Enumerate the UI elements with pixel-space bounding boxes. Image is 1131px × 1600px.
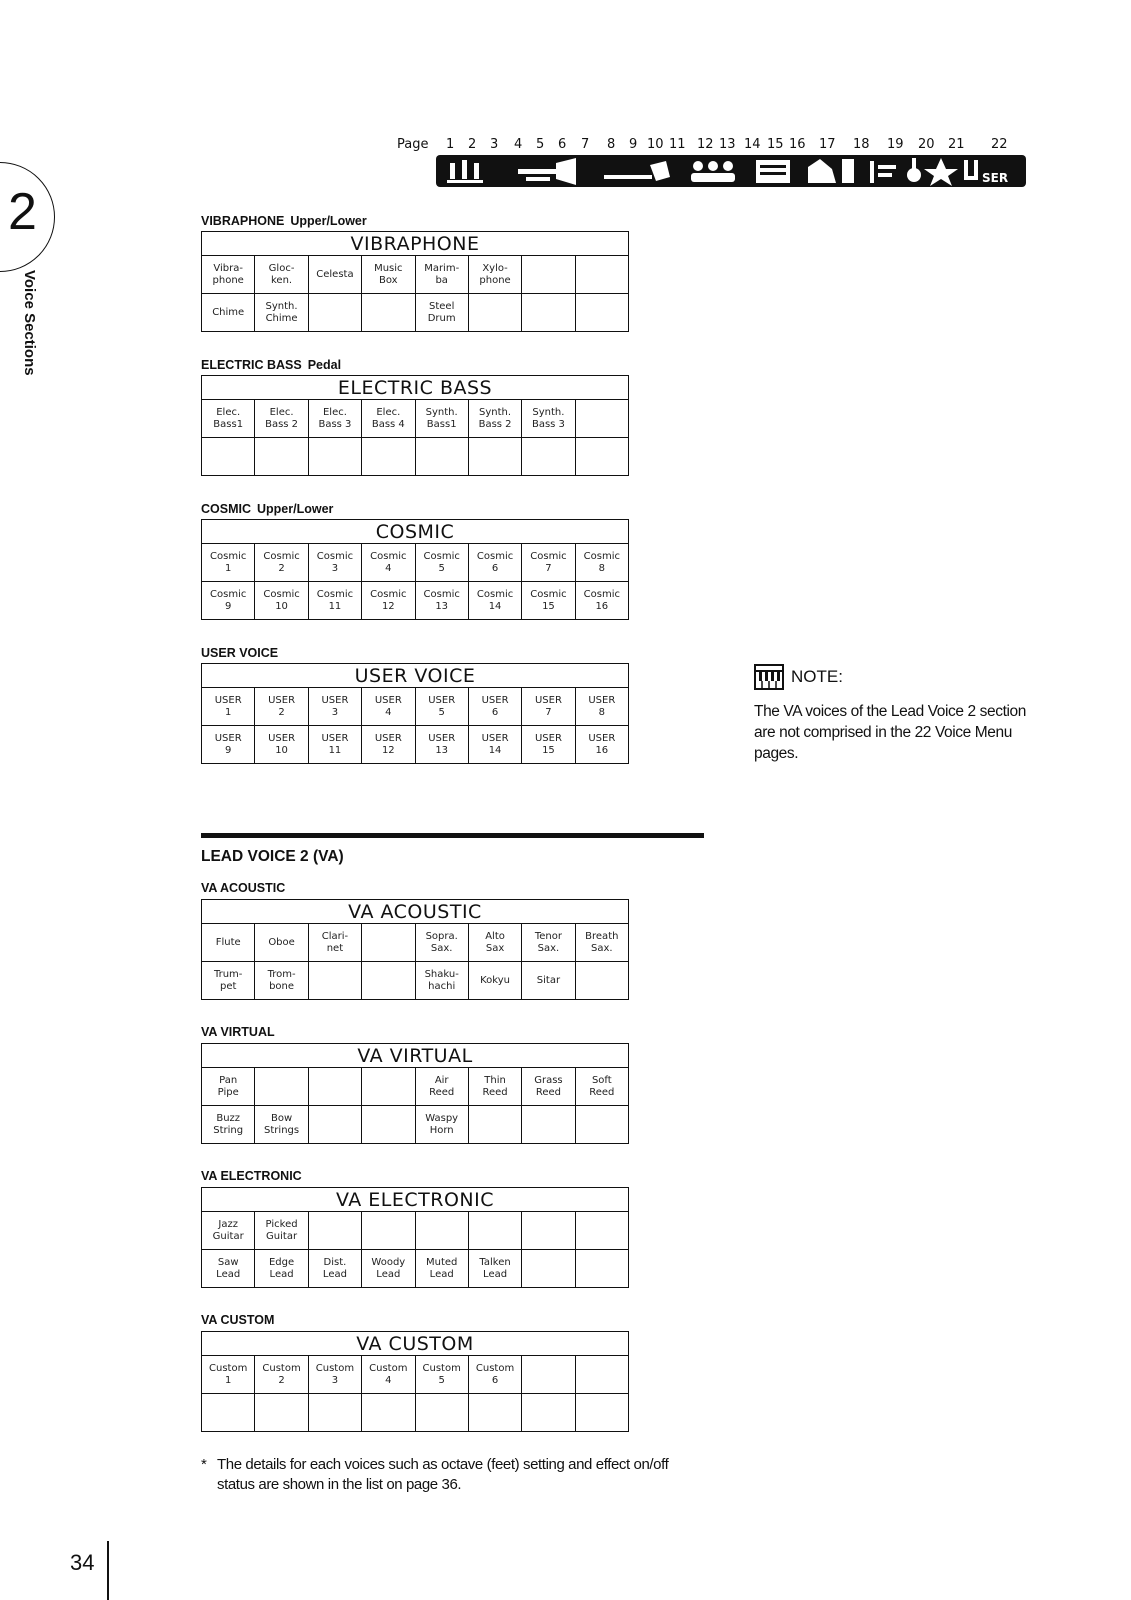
page-index: 7 bbox=[581, 137, 590, 152]
voice-cell: Chime bbox=[202, 294, 255, 332]
voice-cell: Custom 2 bbox=[255, 1356, 308, 1394]
voice-cell bbox=[415, 1212, 468, 1250]
voice-cell bbox=[575, 1212, 628, 1250]
voice-cell: USER 16 bbox=[575, 726, 628, 764]
voice-cell bbox=[415, 438, 468, 476]
voice-cell: Edge Lead bbox=[255, 1250, 308, 1288]
voice-cell: Bow Strings bbox=[255, 1106, 308, 1144]
voice-cell bbox=[468, 1106, 521, 1144]
voice-cell: Elec. Bass 4 bbox=[362, 400, 415, 438]
voice-cell bbox=[468, 1212, 521, 1250]
voice-cell: Elec. Bass 2 bbox=[255, 400, 308, 438]
voice-cell: Custom 3 bbox=[308, 1356, 361, 1394]
voice-cell bbox=[255, 1068, 308, 1106]
section-label-electric-bass bbox=[201, 358, 341, 372]
voice-cell: Cosmic 9 bbox=[202, 582, 255, 620]
voice-cell: Elec. Bass1 bbox=[202, 400, 255, 438]
voice-cell: USER 11 bbox=[308, 726, 361, 764]
voice-cell: Dist. Lead bbox=[308, 1250, 361, 1288]
note-heading bbox=[754, 664, 843, 690]
voice-cell bbox=[255, 438, 308, 476]
page-index: 21 bbox=[948, 137, 965, 152]
page-index: 10 bbox=[647, 137, 664, 152]
table-header: VA ACOUSTIC bbox=[202, 900, 629, 924]
voice-cell bbox=[362, 438, 415, 476]
voice-cell: Synth. Chime bbox=[255, 294, 308, 332]
voice-cell bbox=[362, 924, 415, 962]
voice-cell: Cosmic 11 bbox=[308, 582, 361, 620]
section-title: VA ELECTRONIC bbox=[201, 1169, 302, 1183]
voice-cell: Alto Sax bbox=[468, 924, 521, 962]
voice-cell: USER 4 bbox=[362, 688, 415, 726]
woodwind-icon bbox=[604, 161, 670, 181]
voice-cell: Cosmic 14 bbox=[468, 582, 521, 620]
page-index: 2 bbox=[468, 137, 477, 152]
page-index: 4 bbox=[514, 137, 523, 152]
voice-cell: USER 8 bbox=[575, 688, 628, 726]
table-header: USER VOICE bbox=[202, 664, 629, 688]
voice-cell: Air Reed bbox=[415, 1068, 468, 1106]
table-header: VA VIRTUAL bbox=[202, 1044, 629, 1068]
voice-cell: Steel Drum bbox=[415, 294, 468, 332]
voice-cell: USER 2 bbox=[255, 688, 308, 726]
voice-cell bbox=[575, 438, 628, 476]
voice-cell bbox=[202, 438, 255, 476]
voice-cell bbox=[202, 1394, 255, 1432]
voice-menu-icon-strip bbox=[436, 155, 1026, 187]
voice-cell bbox=[575, 256, 628, 294]
voice-cell: Saw Lead bbox=[202, 1250, 255, 1288]
percussion-icon bbox=[924, 158, 958, 186]
lead-voice-title: LEAD VOICE 2 (VA) bbox=[201, 848, 344, 865]
voice-cell bbox=[522, 1106, 575, 1144]
choir-icon bbox=[691, 161, 735, 182]
user-icon bbox=[964, 160, 1008, 185]
voice-cell bbox=[522, 256, 575, 294]
footnote-marker: * bbox=[201, 1456, 207, 1473]
voice-cell: Cosmic 13 bbox=[415, 582, 468, 620]
table-header: VA ELECTRONIC bbox=[202, 1188, 629, 1212]
chapter-number: 2 bbox=[8, 183, 37, 241]
voice-table-va-virtual bbox=[201, 1043, 629, 1144]
svg-text:SER: SER bbox=[982, 171, 1009, 185]
voice-cell bbox=[575, 294, 628, 332]
section-label-cosmic bbox=[201, 502, 333, 516]
voice-table-va-electronic bbox=[201, 1187, 629, 1288]
voice-cell bbox=[522, 1250, 575, 1288]
voice-cell bbox=[575, 1250, 628, 1288]
voice-cell: Cosmic 1 bbox=[202, 544, 255, 582]
voice-cell bbox=[362, 962, 415, 1000]
voice-cell bbox=[308, 1394, 361, 1432]
page-number: 34 bbox=[70, 1550, 95, 1575]
voice-cell: Cosmic 5 bbox=[415, 544, 468, 582]
voice-cell: Custom 5 bbox=[415, 1356, 468, 1394]
voice-cell: USER 7 bbox=[522, 688, 575, 726]
voice-cell: Soft Reed bbox=[575, 1068, 628, 1106]
voice-cell: USER 1 bbox=[202, 688, 255, 726]
voice-cell bbox=[522, 1212, 575, 1250]
section-title: ELECTRIC BASS bbox=[201, 358, 302, 372]
chapter-title: Voice Sections bbox=[21, 270, 38, 376]
voice-cell: USER 10 bbox=[255, 726, 308, 764]
voice-cell: Celesta bbox=[308, 256, 361, 294]
page-index: 6 bbox=[558, 137, 567, 152]
page-index: 15 bbox=[767, 137, 784, 152]
voice-cell bbox=[575, 962, 628, 1000]
table-header: ELECTRIC BASS bbox=[202, 376, 629, 400]
page-index: 20 bbox=[918, 137, 935, 152]
page-index: 9 bbox=[629, 137, 638, 152]
page-index: 5 bbox=[536, 137, 545, 152]
voice-cell bbox=[575, 1394, 628, 1432]
voice-cell: Sitar bbox=[522, 962, 575, 1000]
voice-cell: Breath Sax. bbox=[575, 924, 628, 962]
voice-cell: USER 6 bbox=[468, 688, 521, 726]
section-label-va-custom bbox=[201, 1313, 274, 1327]
piano-icon bbox=[808, 159, 854, 183]
voice-cell: Synth. Bass 2 bbox=[468, 400, 521, 438]
voice-table-electric-bass bbox=[201, 375, 629, 476]
section-label-vibraphone bbox=[201, 214, 367, 228]
voice-table-va-custom bbox=[201, 1331, 629, 1432]
voice-cell: Cosmic 2 bbox=[255, 544, 308, 582]
voice-cell: Music Box bbox=[362, 256, 415, 294]
voice-cell bbox=[575, 1356, 628, 1394]
voice-cell bbox=[362, 1212, 415, 1250]
voice-cell: Vibra- phone bbox=[202, 256, 255, 294]
voice-cell bbox=[362, 1106, 415, 1144]
voice-cell: Pan Pipe bbox=[202, 1068, 255, 1106]
section-title: USER VOICE bbox=[201, 646, 279, 660]
voice-cell: Cosmic 15 bbox=[522, 582, 575, 620]
voice-cell bbox=[308, 1106, 361, 1144]
voice-cell: Custom 6 bbox=[468, 1356, 521, 1394]
voice-table-cosmic bbox=[201, 519, 629, 620]
voice-cell: Cosmic 7 bbox=[522, 544, 575, 582]
voice-cell: Oboe bbox=[255, 924, 308, 962]
section-title: COSMIC bbox=[201, 502, 251, 516]
voice-cell bbox=[308, 438, 361, 476]
voice-cell: Grass Reed bbox=[522, 1068, 575, 1106]
voice-cell: Cosmic 16 bbox=[575, 582, 628, 620]
voice-cell bbox=[522, 1356, 575, 1394]
voice-table-user-voice bbox=[201, 663, 629, 764]
section-title: VA CUSTOM bbox=[201, 1313, 275, 1327]
section-title: VIBRAPHONE bbox=[201, 214, 285, 228]
voice-cell: USER 14 bbox=[468, 726, 521, 764]
section-title: VA ACOUSTIC bbox=[201, 881, 286, 895]
voice-cell: Sopra. Sax. bbox=[415, 924, 468, 962]
voice-cell: Cosmic 3 bbox=[308, 544, 361, 582]
voice-cell: Gloc- ken. bbox=[255, 256, 308, 294]
table-header: COSMIC bbox=[202, 520, 629, 544]
voice-cell bbox=[255, 1394, 308, 1432]
voice-cell: Custom 1 bbox=[202, 1356, 255, 1394]
page-index: 1 bbox=[446, 137, 455, 152]
organ-icon bbox=[756, 160, 790, 183]
footnote-text: The details for each voices such as octave (feet) setting and effect on/off status are shown in the list on page 36. bbox=[217, 1456, 669, 1493]
page-index: 16 bbox=[789, 137, 806, 152]
section-label-va-virtual bbox=[201, 1025, 275, 1039]
section-title: VA VIRTUAL bbox=[201, 1025, 275, 1039]
voice-cell bbox=[362, 1068, 415, 1106]
voice-cell bbox=[308, 1068, 361, 1106]
voice-cell bbox=[362, 1394, 415, 1432]
page-index: 17 bbox=[819, 137, 836, 152]
voice-cell: Custom 4 bbox=[362, 1356, 415, 1394]
voice-cell: Cosmic 12 bbox=[362, 582, 415, 620]
page-index: 22 bbox=[991, 137, 1008, 152]
page-number-row bbox=[397, 137, 1037, 153]
voice-cell: Woody Lead bbox=[362, 1250, 415, 1288]
voice-cell: Elec. Bass 3 bbox=[308, 400, 361, 438]
section-sublabel: Upper/Lower bbox=[257, 502, 334, 516]
voice-cell: Synth. Bass 3 bbox=[522, 400, 575, 438]
voice-cell: Waspy Horn bbox=[415, 1106, 468, 1144]
page-index: 8 bbox=[607, 137, 616, 152]
page-number-rule bbox=[107, 1541, 109, 1600]
voice-cell: Shaku- hachi bbox=[415, 962, 468, 1000]
voice-cell: USER 5 bbox=[415, 688, 468, 726]
page-label: Page bbox=[397, 137, 429, 152]
footnote bbox=[201, 1455, 671, 1495]
page-index: 13 bbox=[719, 137, 736, 152]
section-sublabel: Upper/Lower bbox=[290, 214, 367, 228]
strings-icon bbox=[447, 160, 483, 183]
table-header: VA CUSTOM bbox=[202, 1332, 629, 1356]
voice-cell: USER 9 bbox=[202, 726, 255, 764]
voice-cell bbox=[468, 294, 521, 332]
section-label-va-acoustic bbox=[201, 881, 285, 895]
section-sublabel: Pedal bbox=[307, 358, 342, 372]
voice-cell bbox=[522, 294, 575, 332]
voice-cell bbox=[468, 438, 521, 476]
voice-cell bbox=[362, 294, 415, 332]
voice-cell: Flute bbox=[202, 924, 255, 962]
voice-cell: USER 3 bbox=[308, 688, 361, 726]
voice-cell: Clari- net bbox=[308, 924, 361, 962]
page-index: 14 bbox=[744, 137, 761, 152]
page-index: 3 bbox=[490, 137, 499, 152]
voice-cell bbox=[308, 962, 361, 1000]
guitar-icon bbox=[870, 158, 921, 183]
voice-cell bbox=[522, 1394, 575, 1432]
note-text: The VA voices of the Lead Voice 2 section are not comprised in the 22 Voice Menu pages. bbox=[754, 703, 1026, 762]
voice-cell: Trum- pet bbox=[202, 962, 255, 1000]
voice-table-vibraphone bbox=[201, 231, 629, 332]
voice-cell bbox=[522, 438, 575, 476]
brass-icon bbox=[518, 158, 576, 185]
voice-cell: Cosmic 4 bbox=[362, 544, 415, 582]
voice-cell: Trom- bone bbox=[255, 962, 308, 1000]
note-title: NOTE: bbox=[791, 667, 843, 686]
voice-cell: Muted Lead bbox=[415, 1250, 468, 1288]
section-divider bbox=[201, 833, 704, 838]
voice-cell: Jazz Guitar bbox=[202, 1212, 255, 1250]
page-index: 12 bbox=[697, 137, 714, 152]
voice-cell: Cosmic 6 bbox=[468, 544, 521, 582]
section-label-user-voice bbox=[201, 646, 278, 660]
voice-cell bbox=[308, 1212, 361, 1250]
keyboard-icon bbox=[754, 664, 784, 690]
voice-cell: Buzz String bbox=[202, 1106, 255, 1144]
voice-cell: Synth. Bass1 bbox=[415, 400, 468, 438]
voice-cell: USER 13 bbox=[415, 726, 468, 764]
voice-cell bbox=[575, 1106, 628, 1144]
voice-cell: Picked Guitar bbox=[255, 1212, 308, 1250]
voice-cell: Kokyu bbox=[468, 962, 521, 1000]
voice-cell: Thin Reed bbox=[468, 1068, 521, 1106]
voice-cell: Tenor Sax. bbox=[522, 924, 575, 962]
voice-cell: USER 15 bbox=[522, 726, 575, 764]
voice-cell: Talken Lead bbox=[468, 1250, 521, 1288]
voice-cell bbox=[468, 1394, 521, 1432]
voice-cell bbox=[308, 294, 361, 332]
voice-cell: Cosmic 8 bbox=[575, 544, 628, 582]
table-header: VIBRAPHONE bbox=[202, 232, 629, 256]
voice-cell: Marim- ba bbox=[415, 256, 468, 294]
page-index: 18 bbox=[853, 137, 870, 152]
page-index: 19 bbox=[887, 137, 904, 152]
voice-table-va-acoustic bbox=[201, 899, 629, 1000]
section-label-va-electronic bbox=[201, 1169, 302, 1183]
voice-cell bbox=[415, 1394, 468, 1432]
voice-cell: Xylo- phone bbox=[468, 256, 521, 294]
voice-cell: USER 12 bbox=[362, 726, 415, 764]
voice-cell: Cosmic 10 bbox=[255, 582, 308, 620]
page-index: 11 bbox=[669, 137, 686, 152]
voice-cell bbox=[575, 400, 628, 438]
